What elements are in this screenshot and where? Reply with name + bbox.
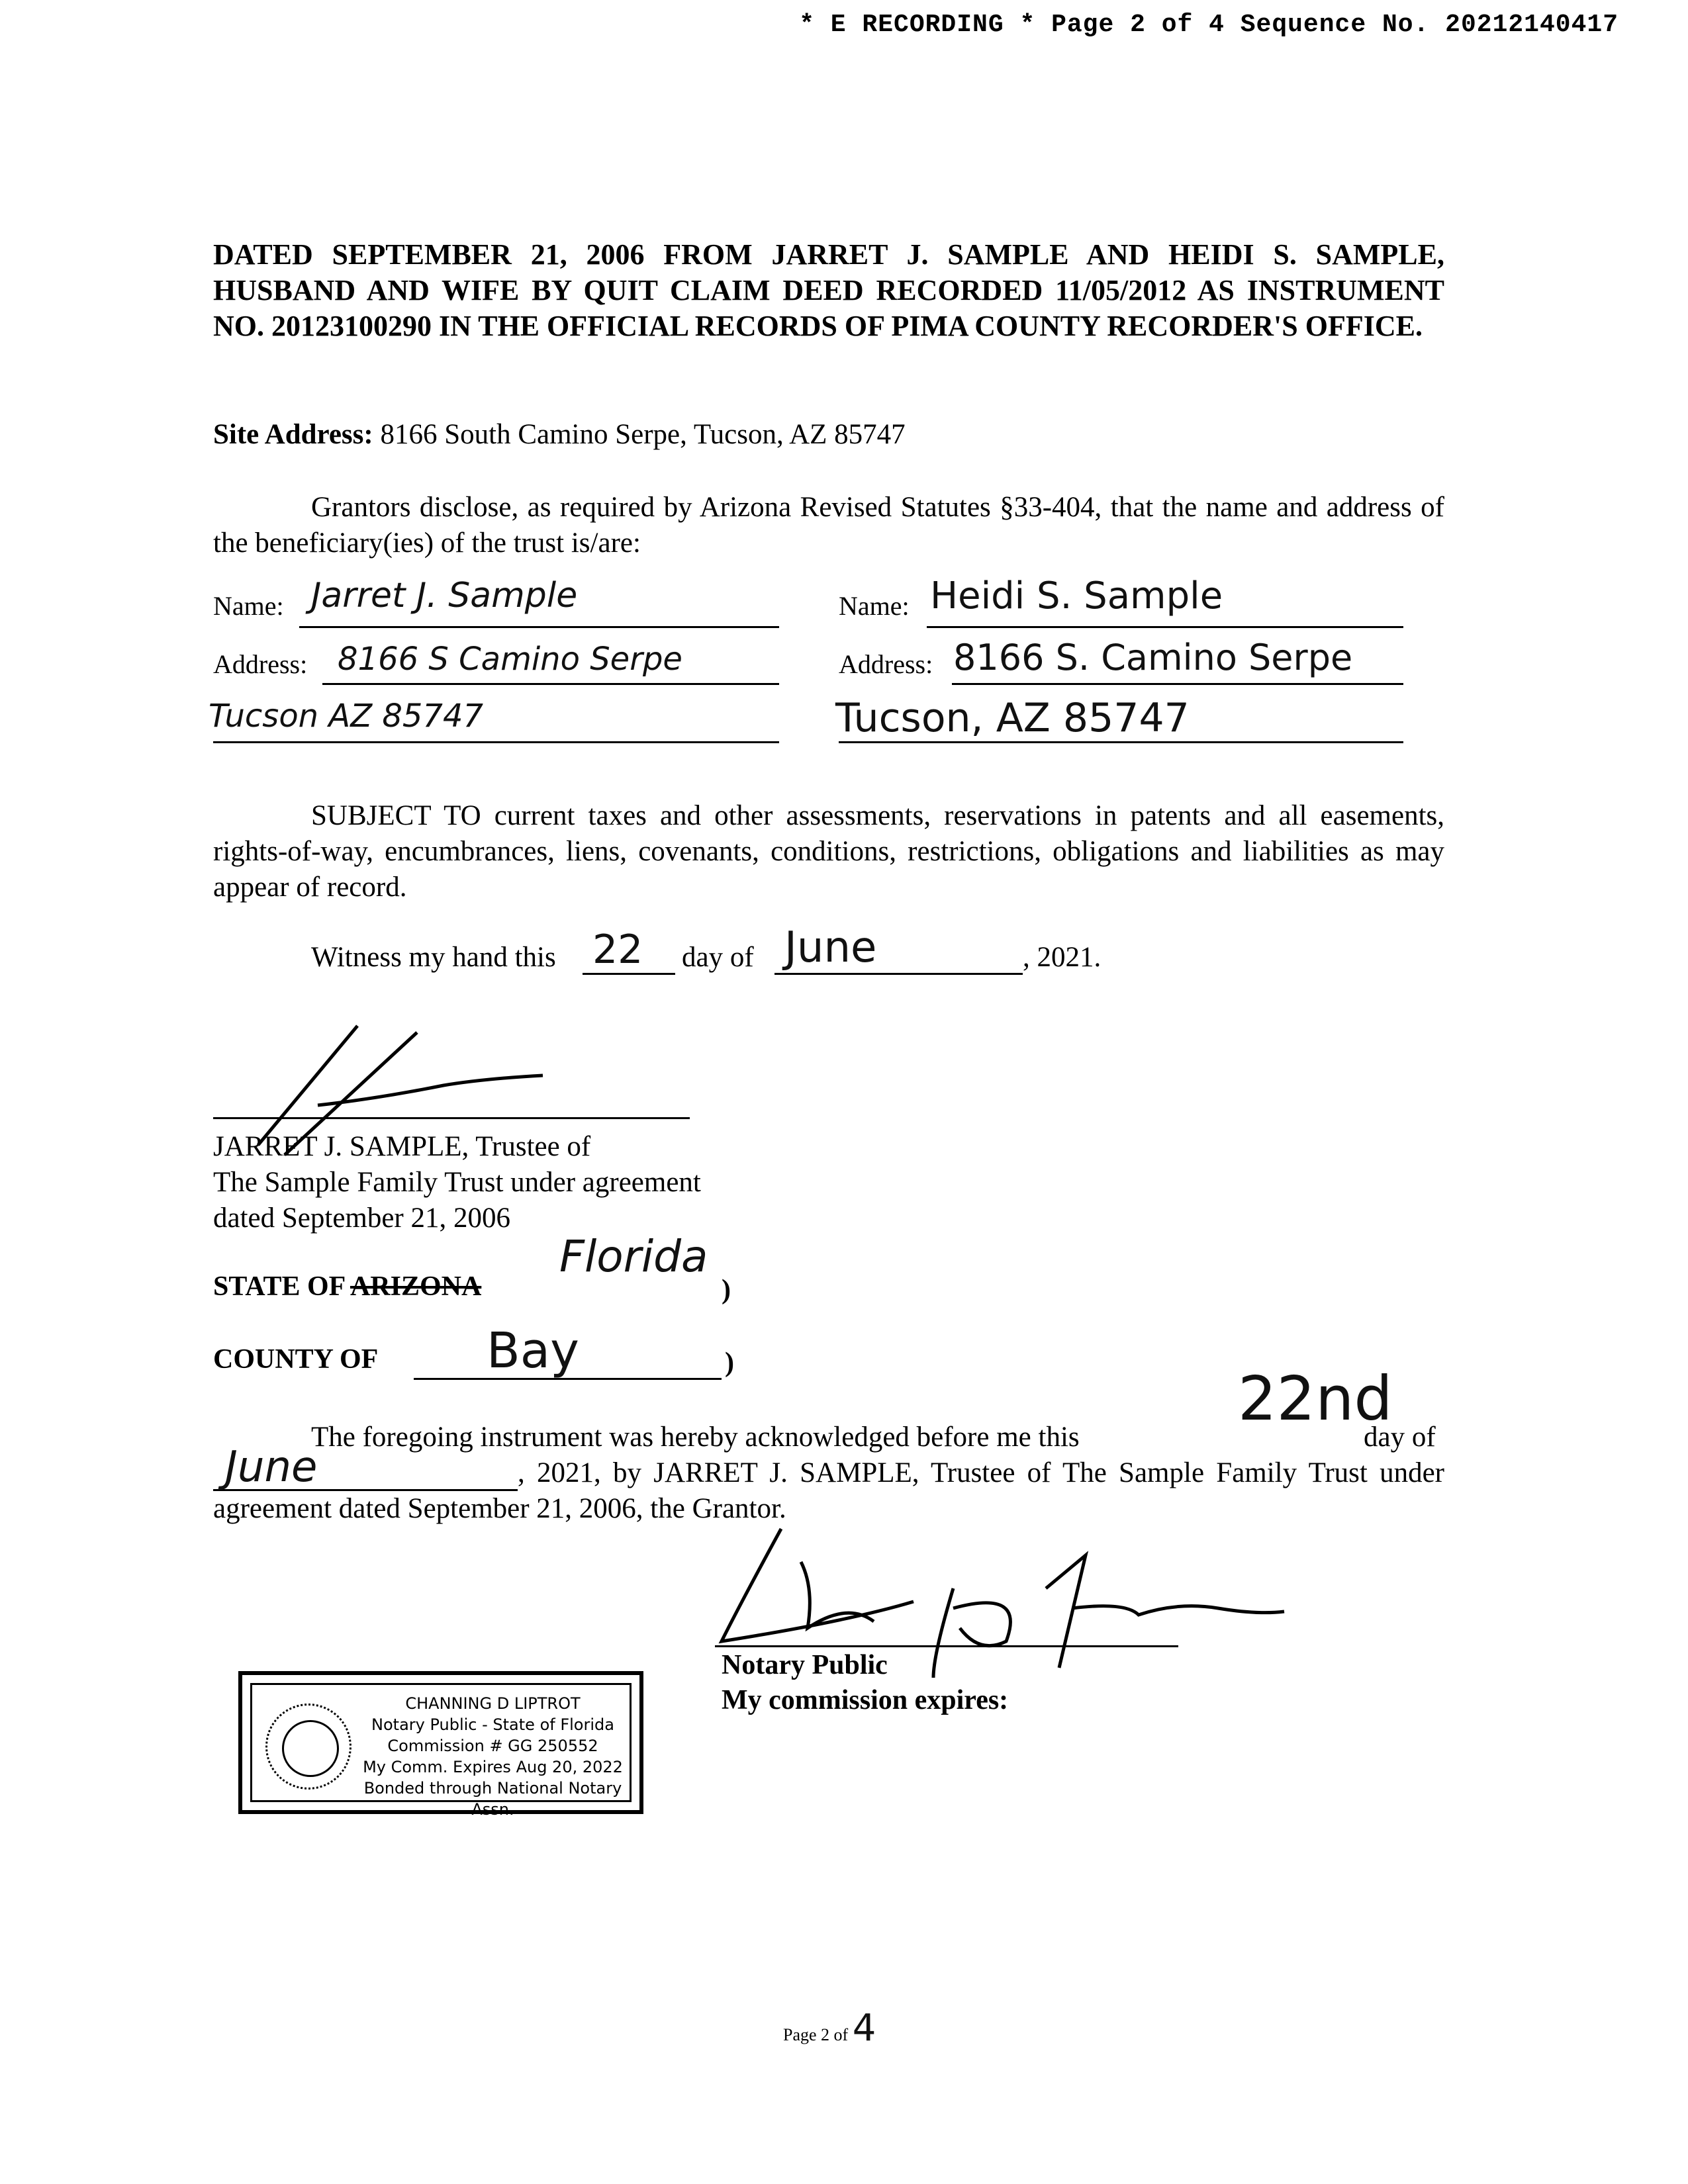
state-struck: ARIZONA xyxy=(350,1271,482,1302)
beneficiary-1-address-line1: 8166 S Camino Serpe xyxy=(338,641,682,678)
ack-day-of: day of xyxy=(1364,1422,1436,1453)
trustee-line-1: JARRET J. SAMPLE, Trustee of xyxy=(213,1131,591,1162)
stamp-line-3: Commission # GG 250552 xyxy=(387,1737,598,1755)
recording-header: * E RECORDING * Page 2 of 4 Sequence No. 20212140417 xyxy=(799,11,1618,39)
footer-page-total: 4 xyxy=(852,2007,876,2050)
witness-month: June xyxy=(784,923,877,972)
beneficiary-1-name-label: Name: xyxy=(213,591,284,621)
witness-prefix: Witness my hand this xyxy=(311,942,556,973)
witness-day-of: day of xyxy=(682,942,754,973)
legal-heading: DATED SEPTEMBER 21, 2006 FROM JARRET J. SAMPLE AND HEIDI S. SAMPLE, HUSBAND AND WIFE BY QUIT CLAIM DEED RECORDED 11/05/2012 AS INSTRUMENT NO. 20123100290 IN THE OFFICIAL RECORDS OF PIMA COUNTY RECORDER'S OFFICE. xyxy=(213,238,1444,342)
stamp-line-4: My Comm. Expires Aug 20, 2022 xyxy=(363,1758,623,1776)
beneficiary-1-name-line xyxy=(299,626,779,628)
trustee-block xyxy=(213,1129,701,1236)
beneficiary-2-name-label: Name: xyxy=(839,591,910,621)
footer-text: Page 2 of xyxy=(783,2025,849,2044)
witness-year: , 2021. xyxy=(1023,942,1102,973)
beneficiary-2-name: Heidi S. Sample xyxy=(930,574,1223,617)
site-address-value: 8166 South Camino Serpe, Tucson, AZ 85747 xyxy=(380,419,906,450)
witness-month-line xyxy=(774,973,1023,975)
disclosure-paragraph: Grantors disclose, as required by Arizona Revised Statutes §33-404, that the name and address of the beneficiary(ies) of the trust is/are: xyxy=(213,492,1444,559)
beneficiary-1-address-label: Address: xyxy=(213,649,308,679)
witness-day-line xyxy=(583,973,675,975)
beneficiary-2-address-line2: Tucson, AZ 85747 xyxy=(835,695,1190,741)
stamp-line-2: Notary Public - State of Florida xyxy=(371,1715,614,1734)
county-handwritten: Bay xyxy=(487,1322,579,1379)
page-footer xyxy=(783,2007,876,2050)
beneficiary-2-name-line xyxy=(927,626,1403,628)
notary-title: Notary Public xyxy=(722,1650,888,1680)
notary-stamp xyxy=(238,1671,643,1819)
ack-month: June xyxy=(225,1443,318,1492)
notary-stamp-text xyxy=(361,1693,624,1820)
state-label xyxy=(213,1271,481,1302)
ack-day: 22nd xyxy=(1238,1363,1393,1434)
beneficiary-2-address-label: Address: xyxy=(839,649,933,679)
site-address: Site Address: 8166 South Camino Serpe, Tucson, AZ 85747 xyxy=(213,419,906,450)
witness-day: 22 xyxy=(592,927,643,973)
notary-signature-line xyxy=(715,1645,1178,1647)
stamp-line-1: CHANNING D LIPTROT xyxy=(405,1694,581,1713)
beneficiary-2-address-line1: 8166 S. Camino Serpe xyxy=(953,637,1353,678)
beneficiary-2-address-line-2 xyxy=(839,741,1403,743)
notary-seal-icon xyxy=(265,1704,352,1790)
trustee-line-2: The Sample Family Trust under agreement xyxy=(213,1167,701,1198)
trustee-line-3: dated September 21, 2006 xyxy=(213,1203,511,1234)
beneficiary-2-address-line xyxy=(952,683,1403,685)
state-handwritten: Florida xyxy=(559,1231,708,1282)
notary-commission: My commission expires: xyxy=(722,1685,1009,1715)
beneficiary-1-address-line2: Tucson AZ 85747 xyxy=(209,698,484,735)
ack-part3: , 2021, by JARRET J. SAMPLE, Trustee of The Sample Family Trust under agreement dated September 21, 2006, the Grantor. xyxy=(213,1457,1444,1524)
beneficiary-1-address-line-2 xyxy=(213,741,779,743)
site-address-label: Site Address xyxy=(213,419,364,450)
subject-to-paragraph: SUBJECT TO current taxes and other assessments, reservations in patents and all easements, rights-of-way, encumbrances, liens, covenants, conditions, restrictions, obligations and liabilities as may appear of record. xyxy=(213,800,1444,903)
state-of-label: STATE OF xyxy=(213,1271,345,1302)
beneficiary-1-address-line xyxy=(322,683,779,685)
beneficiary-1-name: Jarret J. Sample xyxy=(311,576,578,615)
trustee-signature-line xyxy=(213,1117,690,1119)
ack-part1: The foregoing instrument was hereby acknowledged before me this xyxy=(311,1422,1080,1453)
county-label: COUNTY OF xyxy=(213,1344,379,1375)
stamp-line-5: Bonded through National Notary Assn. xyxy=(363,1779,622,1819)
